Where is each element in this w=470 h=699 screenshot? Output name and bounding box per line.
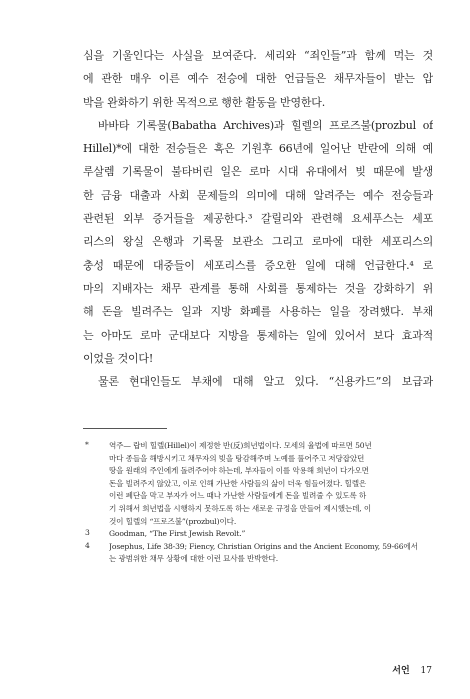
body-line: 박을 완화하기 위한 목적으로 행한 활동을 반영한다. <box>83 95 326 109</box>
footnote-line: 기 위해서 희년법을 시행하지 못하도록 하는 새로운 규정을 만들어 제시했는데, 이 <box>109 503 372 513</box>
footnote-4 <box>83 541 435 566</box>
section-name: 서언 <box>392 666 410 676</box>
body-line: 한 금융 대출과 사회 문제들의 의미에 대해 알려주는 예수 전승들과 <box>83 188 433 202</box>
footnote-line: 땅을 원래의 주인에게 돌려주어야 하는데, 부자들이 이를 악용해 희년이 다가오면 <box>109 466 369 476</box>
body-line: 루살렘 기록물이 불타버린 일은 로마 시대 유대에서 빚 때문에 발생 <box>83 165 433 179</box>
footnote-mark: * <box>85 440 89 449</box>
footnote-line: 마다 종들을 해방시키고 채무자의 빚을 탕감해주며 노예를 풀어주고 저당잡았던 <box>109 453 365 463</box>
footnote-line: Josephus, Life 38-39; Fiency, Christian Origins and the Ancient Economy, 59-66에서 <box>109 541 418 551</box>
body-line: 바바타 기록물(Babatha Archives)과 힐렐의 프로즈불(prozbul of <box>98 118 433 132</box>
footnote-line: 는 광범위한 채무 상황에 대한 이런 묘사를 반박한다. <box>109 554 279 564</box>
body-text <box>83 44 433 393</box>
footnote-line: 것이 힐렐의 “프로즈불”(prozbul)이다. <box>109 516 237 526</box>
footnote-line: Goodman, “The First Jewish Revolt.” <box>109 529 246 539</box>
body-line: 에 관한 매우 이른 예수 전승에 대한 언급들은 채무자들이 받는 압 <box>83 72 433 86</box>
body-line: Hillel)*에 대한 전승들은 혹은 기원후 66년에 일어난 반란에 의해 예 <box>83 142 433 156</box>
body-line: 리스의 왕실 은행과 기록물 보관소 그리고 로마에 대한 세포리스의 <box>83 235 433 249</box>
footnote-translator <box>83 440 435 528</box>
footnote-line: 역주— 랍비 힐렐(Hillel)이 제정한 반(反)희년법이다. 모세의 율법에 따르면 50년 <box>109 441 372 450</box>
footnote-mark: 3 <box>85 528 90 538</box>
page-number: 17 <box>420 666 432 676</box>
body-line: 해 돈을 빌려주는 일과 지방 화폐를 사용하는 일을 장려했다. 부채 <box>83 305 433 319</box>
footnote-3 <box>83 528 435 541</box>
footnote-divider <box>83 428 167 429</box>
body-line: 충성 때문에 대중들이 세포리스를 증오한 일에 대해 언급한다.⁴ 로 <box>83 258 433 272</box>
footnotes <box>83 440 435 566</box>
body-line: 관련된 외부 증거들을 제공한다.³ 갈릴리와 관련해 요세푸스는 세포 <box>83 212 433 226</box>
body-line: 는 아마도 로마 군대보다 지방을 통제하는 일에 있어서 보다 효과적 <box>83 328 433 342</box>
body-line: 이었을 것이다! <box>83 351 154 365</box>
footnote-line: 돈을 빌려주지 않았고, 이로 인해 가난한 사람들의 삶이 더욱 힘들어졌다. 힐렐은 <box>109 478 367 488</box>
body-line: 심을 기울인다는 사실을 보여준다. 세리와 “죄인들”과 함께 먹는 것 <box>83 49 433 62</box>
footnote-line: 이런 폐단을 막고 부자가 어느 때나 가난한 사람들에게 돈을 빌려줄 수 있도록 하 <box>109 491 367 501</box>
page-footer <box>392 663 432 676</box>
body-line: 물론 현대인들도 부채에 대해 알고 있다. “신용카드”의 보급과 <box>98 375 433 389</box>
footnote-mark: 4 <box>85 540 90 550</box>
body-line: 마의 지배자는 채무 관계를 통해 사회를 통제하는 것을 강화하기 위 <box>83 281 433 295</box>
